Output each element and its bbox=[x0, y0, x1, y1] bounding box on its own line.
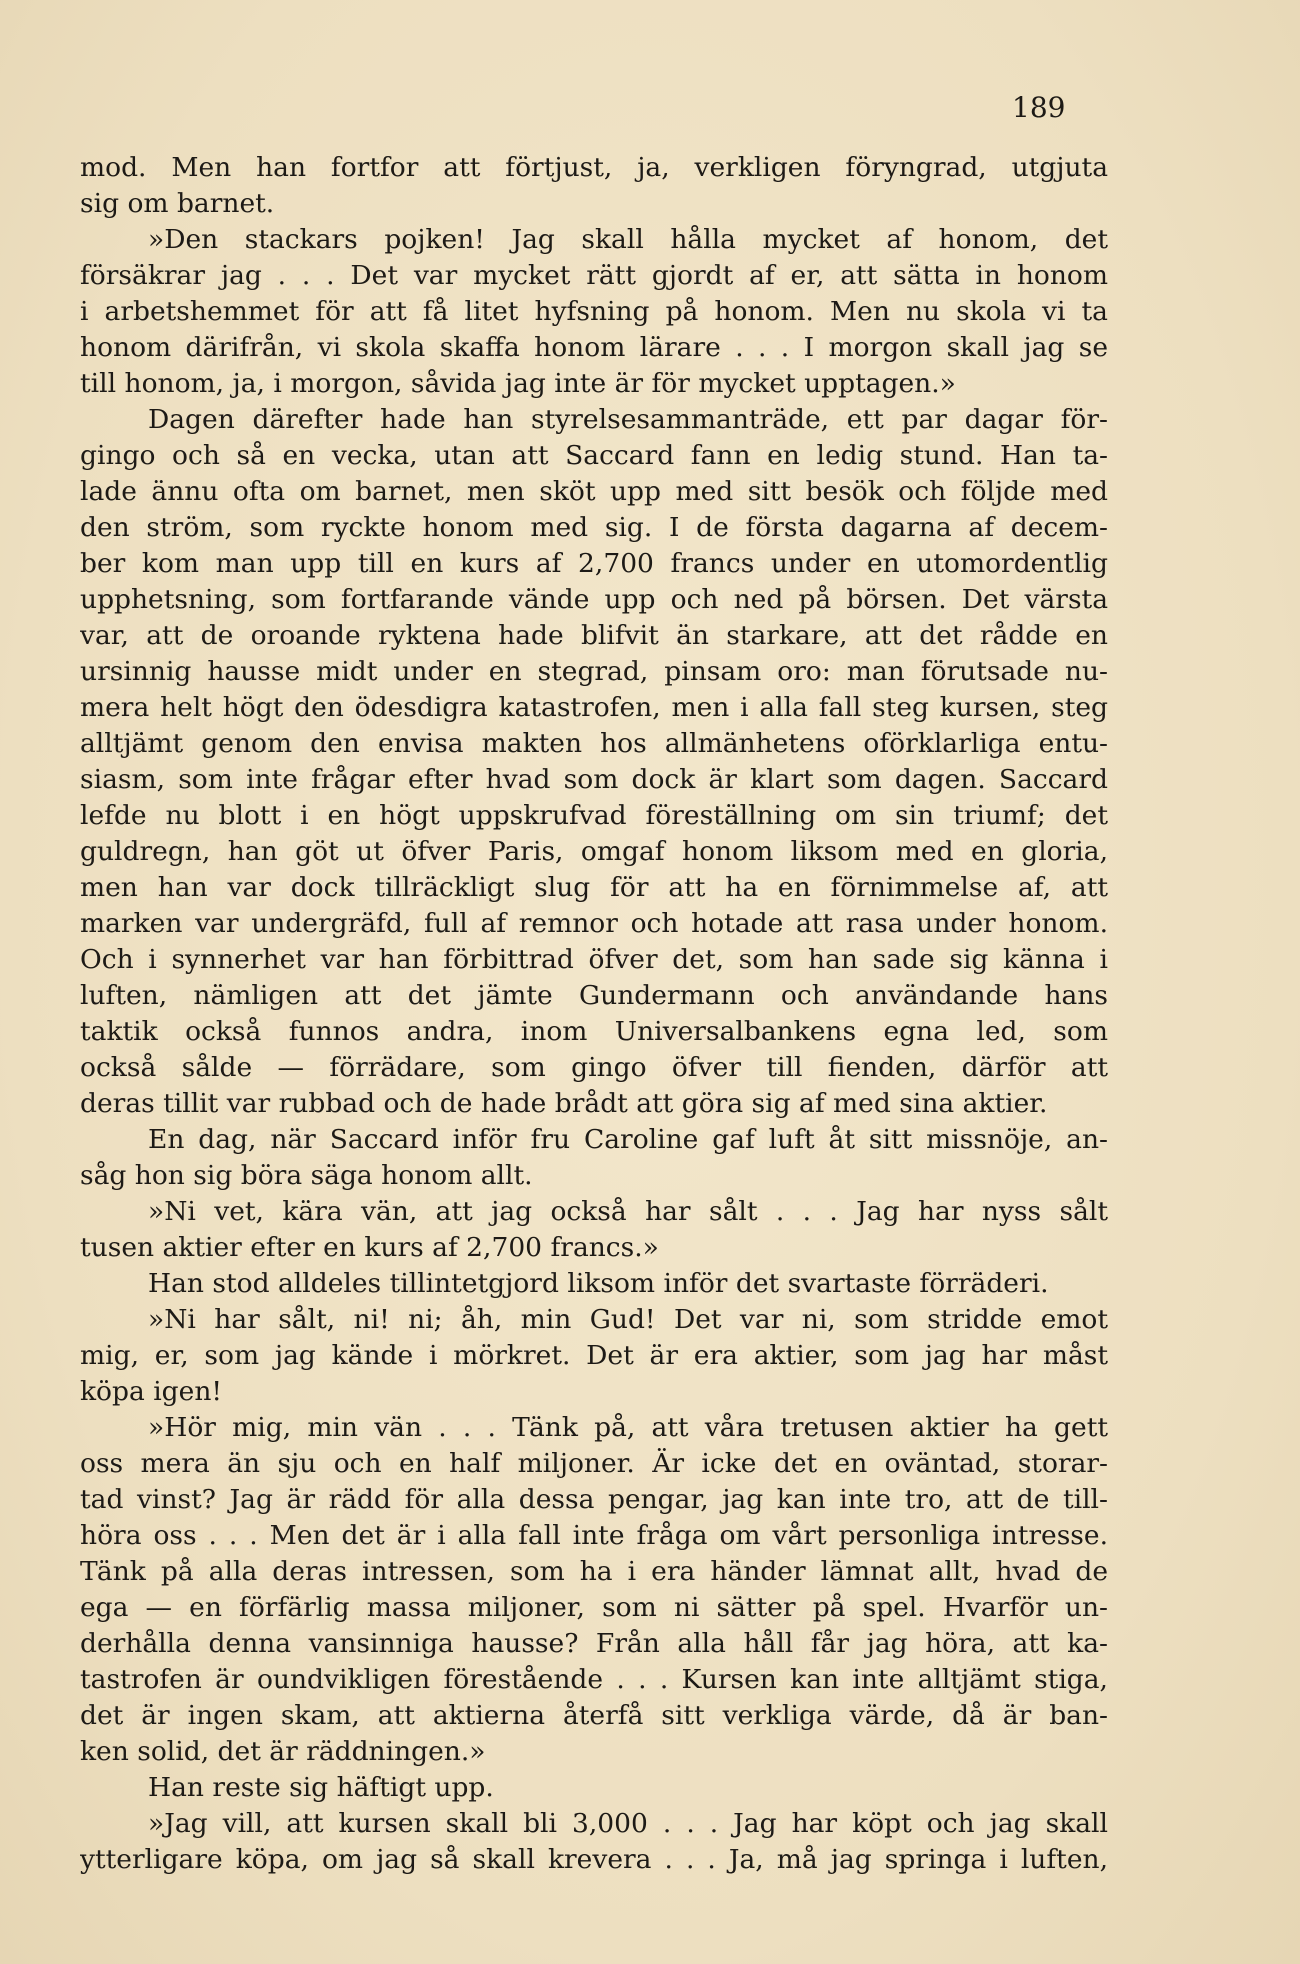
text-line: såg hon sig böra säga honom allt. bbox=[80, 1160, 533, 1191]
text-line: Han stod alldeles tillintetgjord liksom inför det svartaste förräderi. bbox=[148, 1268, 1049, 1299]
text-line: taktik också funnos andra, inom Universalbankens egna led, som bbox=[80, 1016, 1108, 1047]
text-line: En dag, när Saccard inför fru Caroline gaf luft åt sitt missnöje, an- bbox=[148, 1124, 1108, 1155]
text-line: försäkrar jag . . . Det var mycket rätt gjordt af er, att sätta in honom bbox=[80, 260, 1108, 291]
text-line: mig, er, som jag kände i mörkret. Det är era aktier, som jag har måst bbox=[80, 1340, 1108, 1371]
text-line: tastrofen är oundvikligen förestående . . . Kursen kan inte alltjämt stiga, bbox=[80, 1664, 1108, 1695]
text-line: mera helt högt den ödesdigra katastrofen, men i alla fall steg kursen, steg bbox=[80, 692, 1108, 723]
text-line: det är ingen skam, att aktierna återfå sitt verkliga värde, då är ban- bbox=[80, 1700, 1108, 1731]
text-line: lefde nu blott i en högt uppskrufvad föreställning om sin triumf; det bbox=[80, 800, 1108, 831]
text-line: ber kom man upp till en kurs af 2,700 francs under en utomordentlig bbox=[80, 548, 1108, 579]
text-line: ken solid, det är räddningen.» bbox=[80, 1736, 486, 1767]
text-line: upphetsning, som fortfarande vände upp och ned på börsen. Det värsta bbox=[80, 584, 1108, 615]
text-line: sig om barnet. bbox=[80, 188, 275, 219]
text-line: tad vinst? Jag är rädd för alla dessa pengar, jag kan inte tro, att de till- bbox=[80, 1484, 1108, 1515]
text-line: »Jag vill, att kursen skall bli 3,000 . . . Jag har köpt och jag skall bbox=[148, 1808, 1108, 1839]
text-line: »Ni har sålt, ni! ni; åh, min Gud! Det var ni, som stridde emot bbox=[148, 1304, 1108, 1335]
text-line: var, att de oroande ryktena hade blifvit än starkare, att det rådde en bbox=[80, 620, 1108, 651]
text-line: ursinnig hausse midt under en stegrad, pinsam oro: man förutsade nu- bbox=[80, 656, 1108, 687]
text-line: siasm, som inte frågar efter hvad som dock är klart som dagen. Saccard bbox=[80, 764, 1108, 795]
text-line: »Den stackars pojken! Jag skall hålla mycket af honom, det bbox=[148, 224, 1108, 255]
text-line: oss mera än sju och en half miljoner. Är icke det en oväntad, storar- bbox=[80, 1448, 1108, 1479]
text-line: ytterligare köpa, om jag så skall krevera . . . Ja, må jag springa i luften, bbox=[80, 1844, 1108, 1875]
text-line: Och i synnerhet var han förbittrad öfver det, som han sade sig känna i bbox=[80, 944, 1108, 975]
text-line: marken var undergräfd, full af remnor och hotade att rasa under honom. bbox=[80, 908, 1108, 939]
text-line: lade ännu ofta om barnet, men sköt upp med sitt besök och följde med bbox=[80, 476, 1108, 507]
body-text bbox=[80, 150, 1108, 1878]
text-line: deras tillit var rubbad och de hade brådt att göra sig af med sina aktier. bbox=[80, 1088, 1048, 1119]
text-line: den ström, som ryckte honom med sig. I de första dagarna af decem- bbox=[80, 512, 1108, 543]
text-line: Dagen därefter hade han styrelsesammanträde, ett par dagar för- bbox=[148, 404, 1108, 435]
text-line: Han reste sig häftigt upp. bbox=[148, 1772, 494, 1803]
text-line: gingo och så en vecka, utan att Saccard fann en ledig stund. Han ta- bbox=[80, 440, 1108, 471]
text-line: luften, nämligen att det jämte Gundermann och användande hans bbox=[80, 980, 1108, 1011]
text-line: Tänk på alla deras intressen, som ha i era händer lämnat allt, hvad de bbox=[80, 1556, 1108, 1587]
text-line: mod. Men han fortfor att förtjust, ja, verkligen föryngrad, utgjuta bbox=[80, 152, 1108, 183]
page-number: 189 bbox=[1012, 91, 1066, 124]
text-line: alltjämt genom den envisa makten hos allmänhetens oförklarliga entu- bbox=[80, 728, 1108, 759]
text-line: till honom, ja, i morgon, såvida jag inte är för mycket upptagen.» bbox=[80, 368, 956, 399]
text-line: i arbetshemmet för att få litet hyfsning på honom. Men nu skola vi ta bbox=[80, 296, 1108, 327]
text-line: höra oss . . . Men det är i alla fall inte fråga om vårt personliga intresse. bbox=[80, 1520, 1108, 1551]
text-line: tusen aktier efter en kurs af 2,700 francs.» bbox=[80, 1232, 659, 1263]
text-line: »Ni vet, kära vän, att jag också har sålt . . . Jag har nyss sålt bbox=[148, 1196, 1108, 1227]
text-line: köpa igen! bbox=[80, 1376, 223, 1407]
text-line: ega — en förfärlig massa miljoner, som ni sätter på spel. Hvarför un- bbox=[80, 1592, 1108, 1623]
text-line: guldregn, han göt ut öfver Paris, omgaf honom liksom med en gloria, bbox=[80, 836, 1108, 867]
text-line: derhålla denna vansinniga hausse? Från alla håll får jag höra, att ka- bbox=[80, 1628, 1108, 1659]
text-line: men han var dock tillräckligt slug för att ha en förnimmelse af, att bbox=[80, 872, 1108, 903]
text-line: också sålde — förrädare, som gingo öfver till fienden, därför att bbox=[80, 1052, 1108, 1083]
text-line: »Hör mig, min vän . . . Tänk på, att våra tretusen aktier ha gett bbox=[148, 1412, 1108, 1443]
text-line: honom därifrån, vi skola skaffa honom lärare . . . I morgon skall jag se bbox=[80, 332, 1108, 363]
